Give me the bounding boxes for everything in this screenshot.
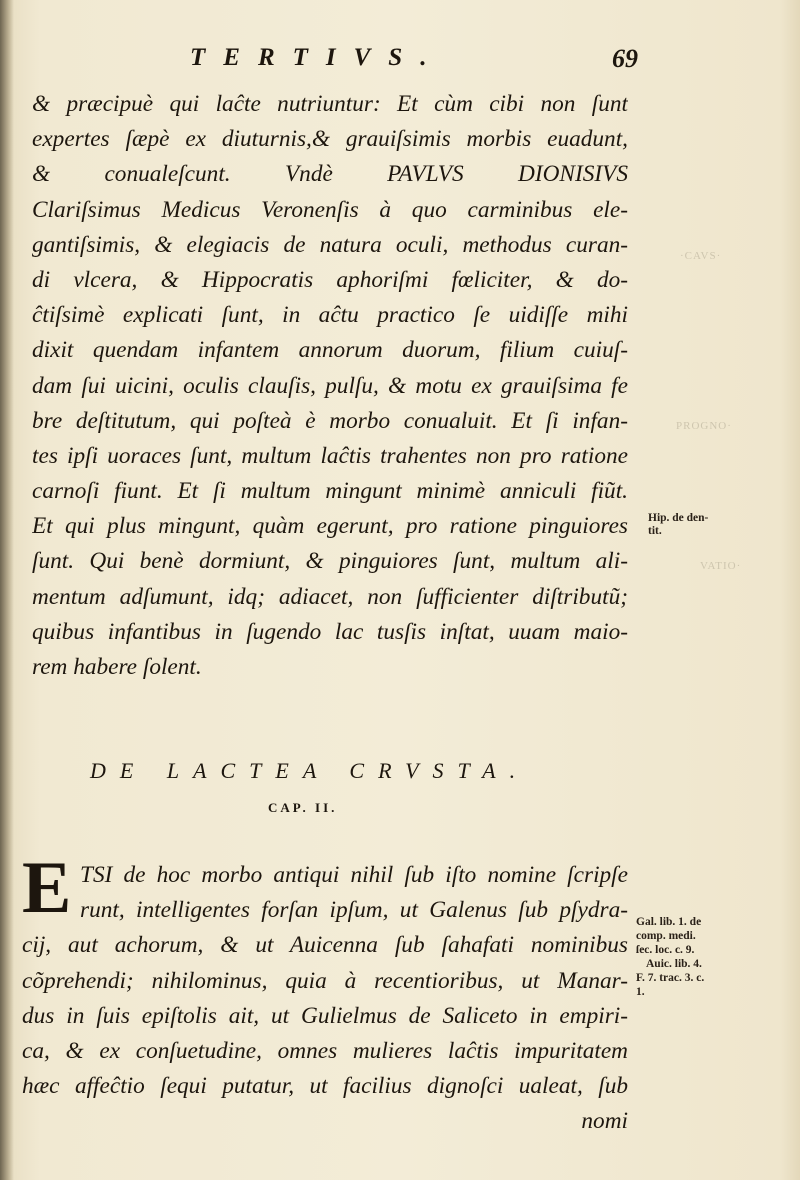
text-line: Et qui plus mingunt, quàm egerunt, pro ratione pinguiores [32,513,628,540]
margin-note-line: ſec. loc. c. 9. [636,944,695,956]
text-line: Clariſsimus Medicus Veronenſis à quo carminibus ele- [32,196,628,223]
text-line: dixit quendam infantem annorum duorum, filium cuiuſ- [32,337,628,364]
marginal-note-galen-avicenna [636,915,704,999]
drop-cap: E [22,847,72,929]
text-line: quibus infantibus in ſugendo lac tusſis inſtat, uuam maio- [32,618,628,645]
text-line: di vlcera, & Hippocratis aphoriſmi fœliciter, & do- [32,266,628,293]
text-line: & præcipuè qui laĉte nutriuntur: Et cùm cibi non ſunt [32,91,628,117]
show-through-text: VATIO· [700,560,742,572]
text-line: ca, & ex conſuetudine, omnes mulieres laĉtis impuritatem [22,1037,628,1064]
running-title: TERTIVS. [190,44,445,71]
margin-note-line: tit. [648,525,662,537]
text-line: cij, aut achorum, & ut Auicenna ſub ſahafati nominibus [22,932,628,959]
margin-note-line: comp. medi. [636,930,696,942]
text-line: hæc affeĉtio ſequi putatur, ut facilius dignoſci ualeat, ſub [22,1073,628,1100]
text-line: tes ipſi uoraces ſunt, multum laĉtis trahentes non pro ratione [32,442,628,469]
text-line: dus in ſuis epiſtolis ait, ut Gulielmus de Saliceto in empiri- [22,1002,628,1029]
margin-note-line: F. 7. trac. 3. c. [636,972,705,984]
margin-note-line: Auic. lib. 4. [646,958,702,970]
text-line: ĉtiſsimè explicati ſunt, in aĉtu practico ſe uidiſſe mihi [32,302,628,329]
text-line: & conualeſcunt. Vndè PAVLVS DIONISIVS [32,161,628,188]
text-line: runt, intelligentes forſan ipſum, ut Galenus ſub pſydra- [80,897,628,924]
text-line: expertes ſæpè ex diuturnis,& grauiſsimis morbis euadunt, [32,126,628,153]
marginal-note-hippocrates [648,512,708,538]
show-through-text: ·CAVS· [680,250,722,262]
show-through-text: PROGNO· [676,420,732,432]
catchword: nomi [581,1108,628,1135]
margin-note-line: Hip. de den- [648,512,709,524]
margin-note-line: 1. [636,986,645,998]
text-line: cõprehendi; nihilominus, quia à recentioribus, ut Manar- [22,967,628,994]
binding-gutter [0,0,14,1180]
section-heading: DE LACTEA CRVSTA. [90,758,530,783]
chapter-paragraph [22,847,628,1140]
text-line: carnoſi fiunt. Et ſi multum mingunt minimè anniculi fiũt. [32,478,628,505]
text-line: dam ſui uicini, oculis clauſis, pulſu, & motu ex grauiſsima fe [32,372,628,399]
text-line: mentum adſumunt, idq; adiacet, non ſufficienter diſtributũ; [32,583,628,610]
chapter-label: CAP. II. [268,800,338,815]
text-line: rem habere ſolent. [32,654,202,680]
page-number: 69 [612,44,638,73]
text-line: TSI de hoc morbo antiqui nihil ſub iſto nomine ſcripſe [80,862,628,888]
main-paragraph [32,87,628,685]
margin-note-line: Gal. lib. 1. de [636,916,702,928]
text-line: bre deſtitutum, qui poſteà è morbo conualuit. Et ſi infan- [32,407,628,434]
text-line: ſunt. Qui benè dormiunt, & pinguiores ſunt, multum ali- [32,548,628,575]
text-line: gantiſsimis, & elegiacis de natura oculi, methodus curan- [32,231,628,258]
